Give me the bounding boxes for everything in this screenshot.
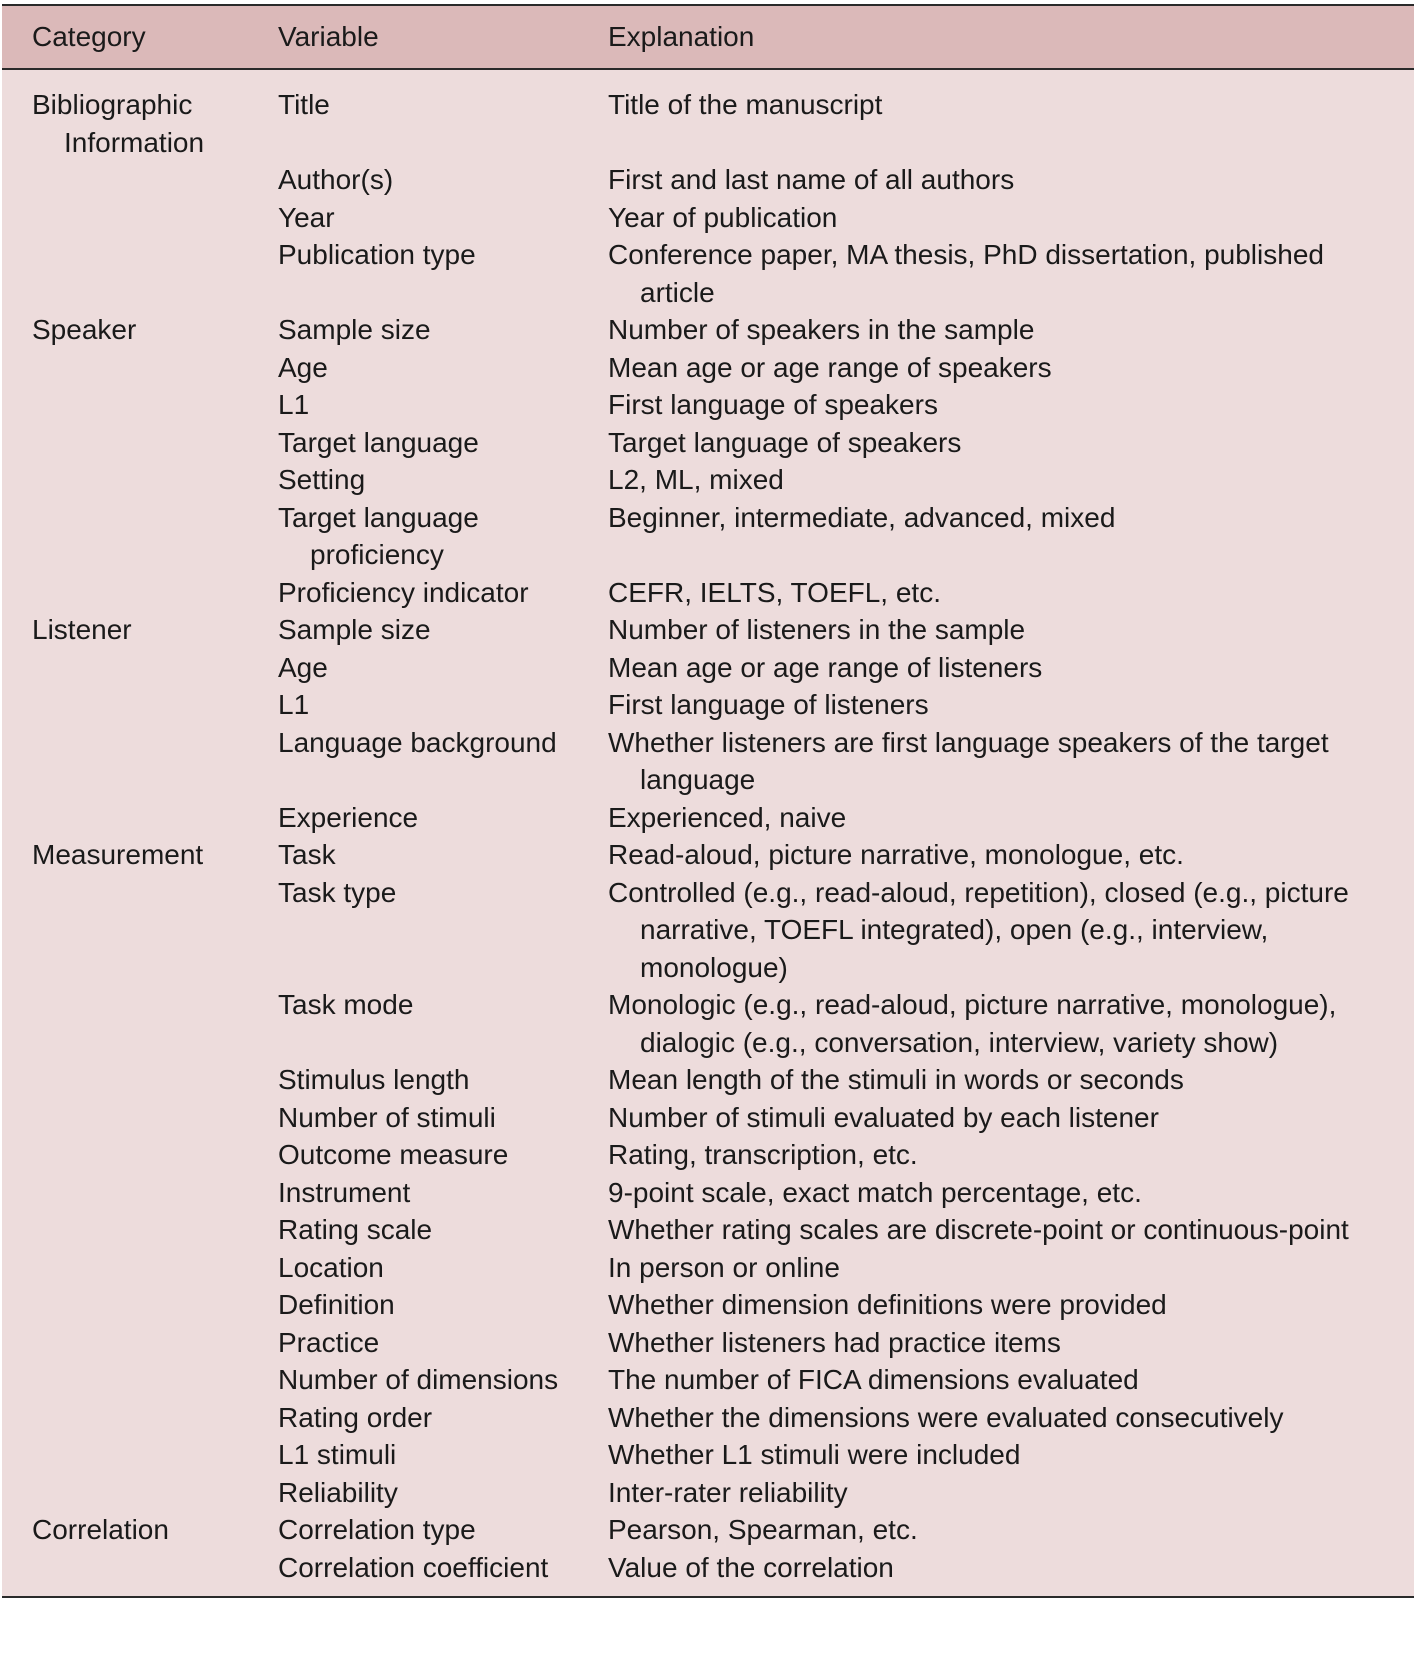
table-row [2,1286,1414,1324]
variable-cell: Age [278,651,328,683]
header-category: Category [32,21,146,52]
explanation-cell: Inter-rater reliability [608,1476,848,1508]
explanation-cell: Beginner, intermediate, advanced, mixed [608,501,1116,533]
table-row [2,1436,1414,1474]
variable-cell: L1 [278,689,310,720]
table-row [2,1399,1414,1437]
explanation-cell: Number of stimuli evaluated by each listener [608,1101,1159,1133]
explanation-cell: Rating, transcription, etc. [608,1139,918,1170]
table-row [2,424,1414,462]
explanation-cell: Whether L1 stimuli were included [608,1439,1021,1470]
explanation-cell: Mean age or age range of listeners [608,651,1043,683]
variable-cell: Correlation coefficient [278,1551,549,1583]
table-row [2,986,1414,1061]
variable-cell: Year [278,201,335,233]
table-header [2,6,1414,70]
table-row [2,799,1414,837]
explanation-cell: L2, ML, mixed [608,464,784,495]
variable-cell: Number of stimuli [278,1101,496,1133]
explanation-cell: CEFR, IELTS, TOEFL, etc. [608,576,941,608]
table-row [2,874,1414,987]
explanation-cell: Number of speakers in the sample [608,314,1035,345]
table-row [2,86,1414,161]
explanation-cell: Whether listeners had practice items [608,1326,1061,1358]
explanation-cell: Mean age or age range of speakers [608,351,1052,383]
variable-cell: Practice [278,1326,380,1358]
table-row [2,611,1414,649]
variable-cell: Age [278,351,328,383]
table-row [2,574,1414,612]
variable-cell: Experience [278,801,419,833]
variable-cell: Rating scale [278,1214,433,1245]
explanation-cell: 9-point scale, exact match percentage, etc. [608,1176,1142,1208]
header-variable: Variable [278,21,379,52]
explanation-cell: The number of FICA dimensions evaluated [608,1364,1139,1395]
explanation-cell: First language of speakers [608,389,938,420]
variable-cell: Task [278,839,336,870]
table-row [2,1211,1414,1249]
variable-cell: Outcome measure [278,1139,509,1170]
explanation-cell: Experienced, naive [608,801,847,833]
explanation-cell: Title of the manuscript [608,89,883,120]
explanation-cell: Number of listeners in the sample [608,614,1026,645]
variable-cell: Task mode [278,989,414,1020]
variable-cell: Sample size [278,614,431,645]
explanation-cell: First language of listeners [608,689,929,720]
variable-cell: Author(s) [278,164,394,195]
table-row [2,311,1414,349]
variable-cell: L1 stimuli [278,1439,397,1470]
variable-cell: Title [278,89,330,120]
table-row [2,199,1414,237]
table-row [2,1136,1414,1174]
explanation-cell: Monologic (e.g., read-aloud, picture narrative, monologue), dialogic (e.g., conversation, interview, variety show) [608,989,1337,1058]
variable-cell: Definition [278,1289,395,1320]
explanation-cell: Whether listeners are first language speakers of the target language [608,726,1329,795]
variable-cell: Location [278,1251,384,1283]
table-row [2,386,1414,424]
variable-cell: L1 [278,389,310,420]
variable-cell: Task type [278,876,397,908]
category-cell: Speaker [32,314,137,345]
variable-cell: Rating order [278,1401,433,1433]
table-row [2,1174,1414,1212]
table-row [2,499,1414,574]
explanation-cell: First and last name of all authors [608,164,1015,195]
table-row [2,1474,1414,1512]
category-cell: Bibliographic Information [32,89,205,158]
explanation-cell: Read-aloud, picture narrative, monologue, etc. [608,839,1184,870]
table-row [2,461,1414,499]
explanation-cell: Whether the dimensions were evaluated consecutively [608,1401,1284,1433]
category-cell: Correlation [32,1514,169,1545]
table-row [2,1061,1414,1099]
variable-cell: Correlation type [278,1514,476,1545]
header-explanation: Explanation [608,21,755,52]
variable-cell: Target language [278,426,479,458]
category-cell: Measurement [32,839,204,870]
table-row [2,161,1414,199]
variable-cell: Setting [278,464,366,495]
variable-cell: Target language proficiency [278,501,479,570]
explanation-cell: Whether rating scales are discrete-point or continuous-point [608,1214,1349,1245]
table-row [2,836,1414,874]
table-body [2,70,1414,1596]
variable-cell: Stimulus length [278,1064,470,1095]
table-row [2,1249,1414,1287]
explanation-cell: In person or online [608,1251,840,1283]
explanation-cell: Target language of speakers [608,426,962,458]
table-row [2,1361,1414,1399]
table-row [2,349,1414,387]
variable-cell: Proficiency indicator [278,576,529,608]
explanation-cell: Controlled (e.g., read-aloud, repetition), closed (e.g., picture narrative, TOEFL integrated), open (e.g., interview, monologue) [608,876,1349,983]
explanation-cell: Value of the correlation [608,1551,894,1583]
table-row [2,686,1414,724]
variable-cell: Publication type [278,239,476,270]
table-row [2,1549,1414,1587]
explanation-cell: Mean length of the stimuli in words or seconds [608,1064,1184,1095]
table-row [2,1324,1414,1362]
variable-cell: Reliability [278,1476,398,1508]
table-row [2,1511,1414,1549]
table-row [2,236,1414,311]
table-row [2,1099,1414,1137]
variable-cell: Instrument [278,1176,411,1208]
coding-scheme-table [2,4,1414,1598]
explanation-cell: Pearson, Spearman, etc. [608,1514,918,1545]
explanation-cell: Conference paper, MA thesis, PhD dissertation, published article [608,239,1324,308]
category-cell: Listener [32,614,132,645]
variable-cell: Sample size [278,314,431,345]
variable-cell: Number of dimensions [278,1364,559,1395]
explanation-cell: Year of publication [608,201,838,233]
variable-cell: Language background [278,726,557,758]
table-row [2,724,1414,799]
table-row [2,649,1414,687]
explanation-cell: Whether dimension definitions were provided [608,1289,1167,1320]
